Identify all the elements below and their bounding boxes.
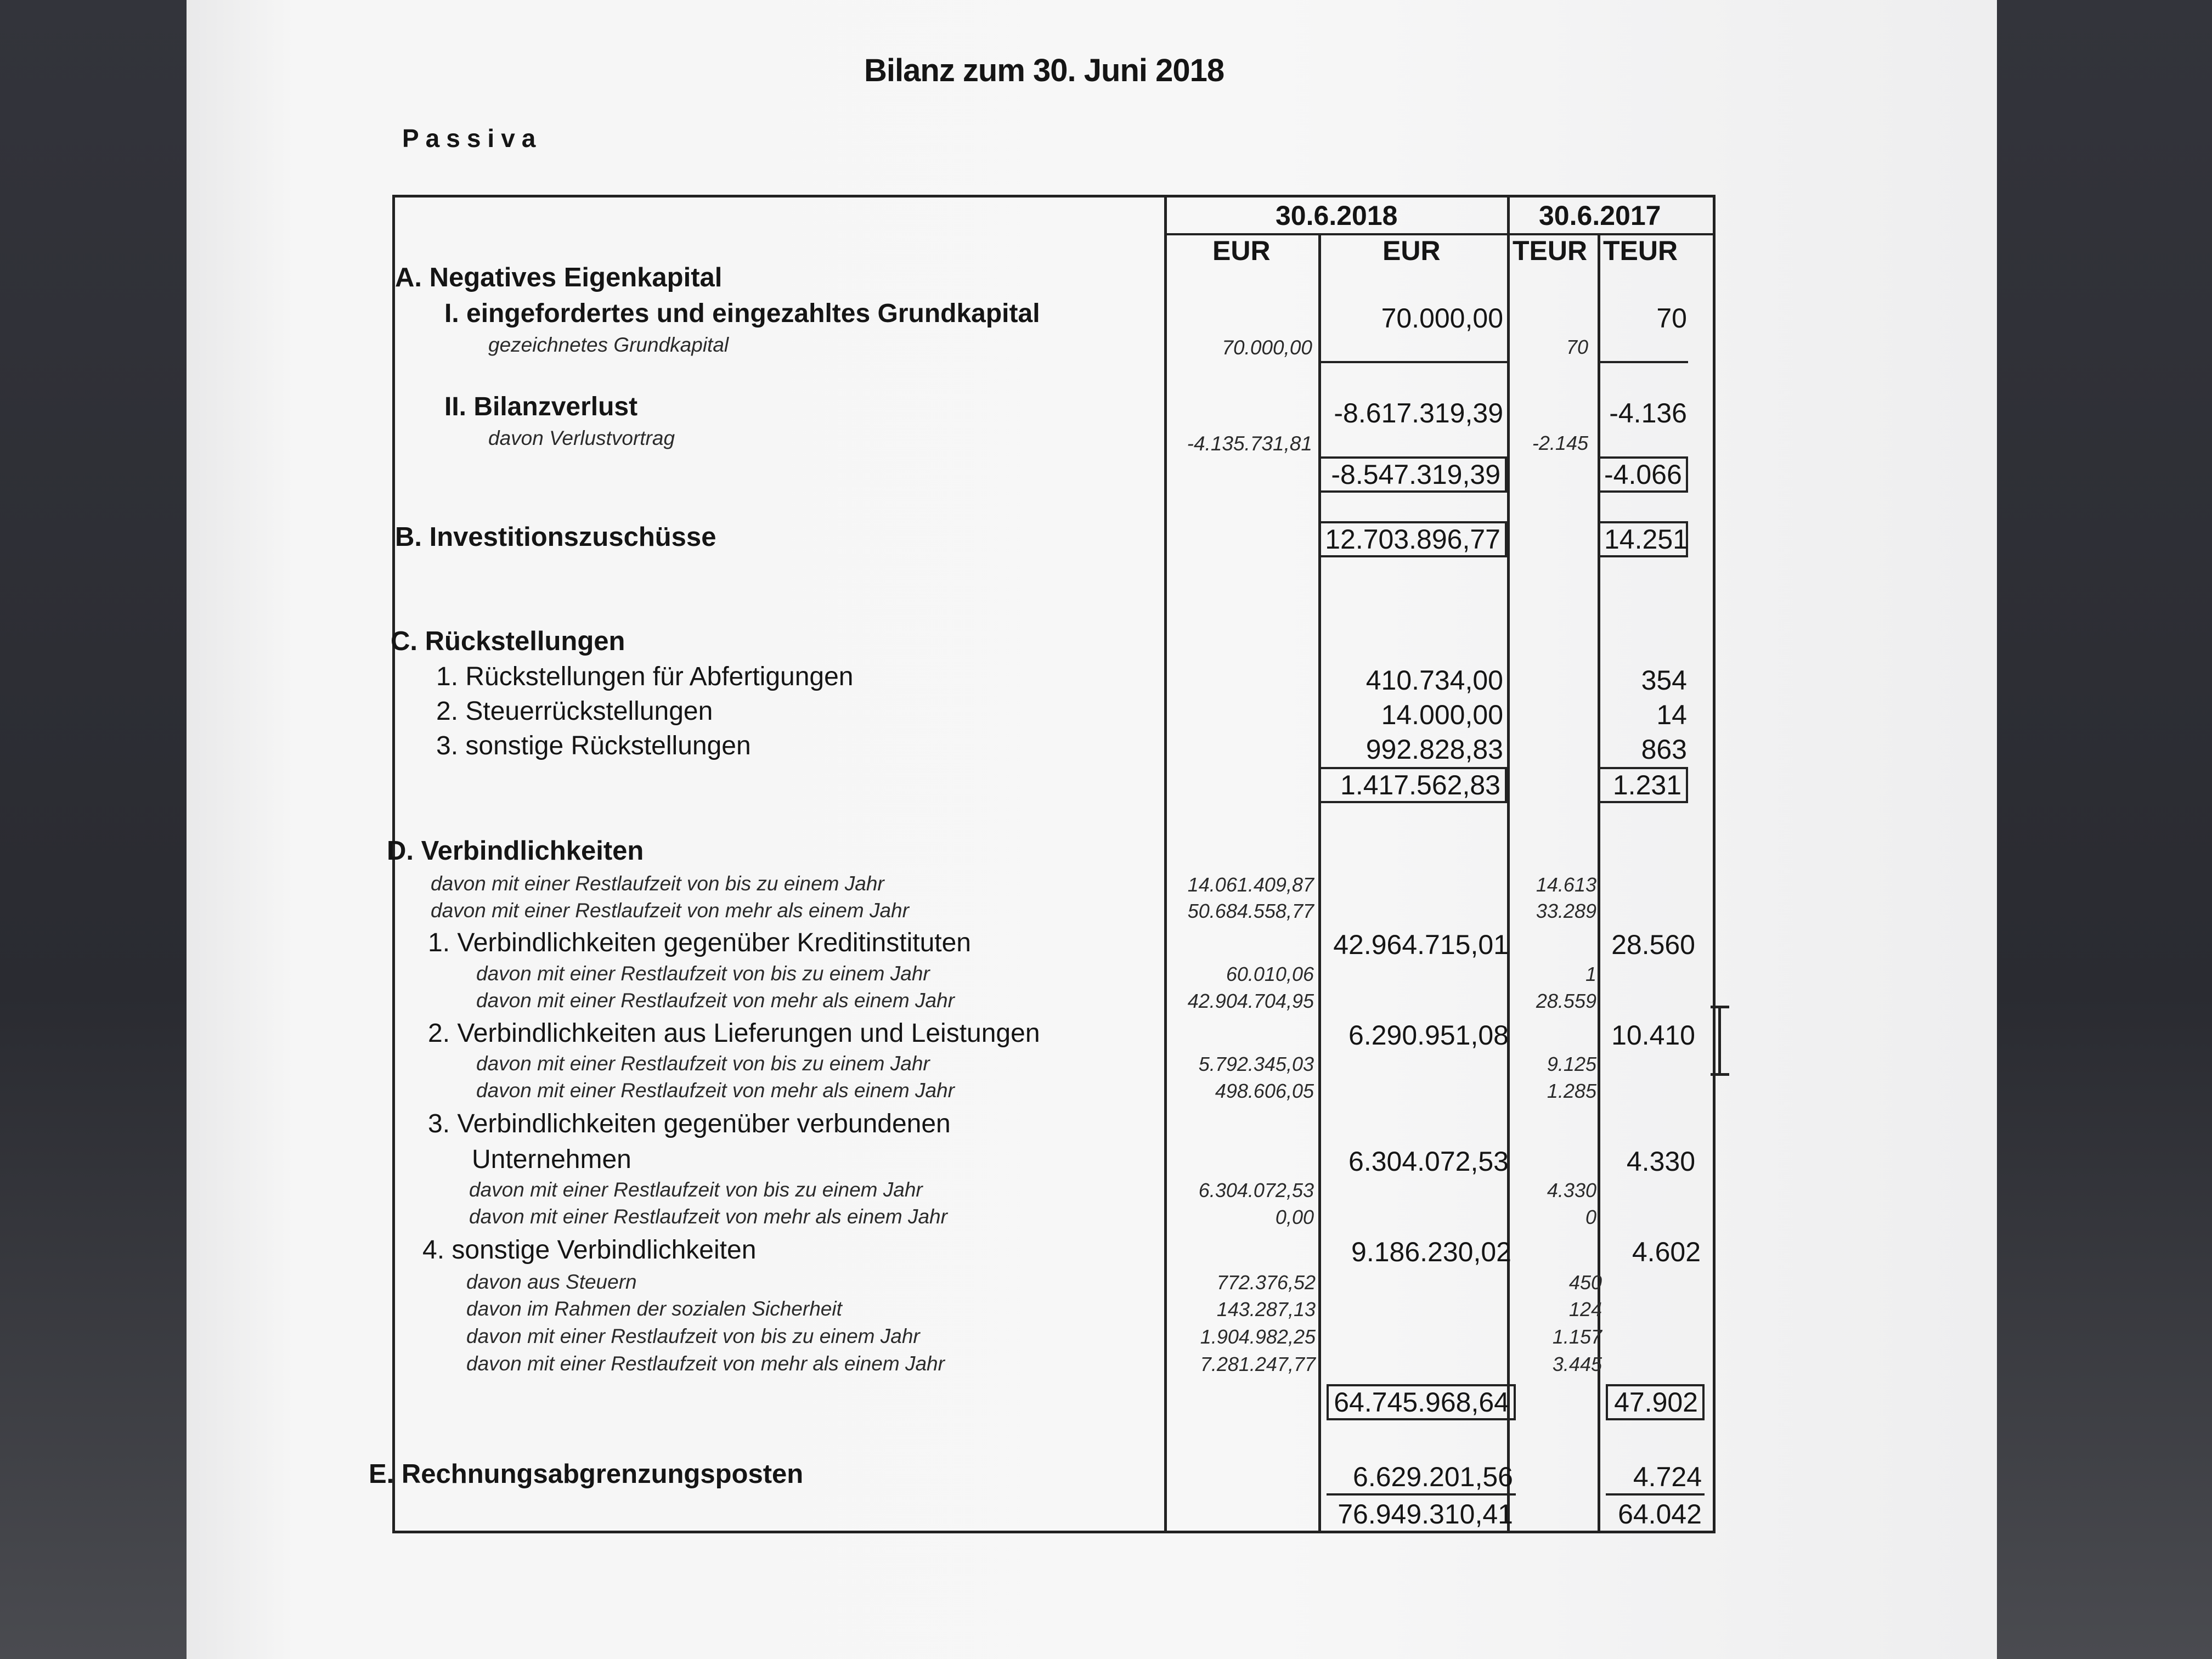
section-d-sub-1-eur: 14.061.409,87	[1187, 873, 1314, 896]
section-d-item-4-sub-2-eur: 143.287,13	[1216, 1298, 1316, 1321]
section-d-item-1-teur: 28.560	[1611, 929, 1695, 960]
col-divider-1	[1164, 198, 1167, 1531]
header-teur-sub: TEUR	[1513, 235, 1588, 266]
section-c-item-1: 1. Rückstellungen für Abfertigungen	[436, 662, 854, 691]
section-e-teur: 4.724	[1633, 1462, 1702, 1492]
section-d-item-3: 3. Verbindlichkeiten gegenüber verbundenen	[428, 1109, 951, 1138]
section-b-teur: 14.251	[1598, 521, 1688, 557]
section-c-total-teur: 1.231	[1598, 767, 1688, 803]
section-d-item-4-sub-4-eur: 7.281.247,77	[1200, 1353, 1316, 1375]
section-d-item-4-sub-2: davon im Rahmen der sozialen Sicherheit	[466, 1297, 842, 1320]
text-cursor-icon	[1707, 1006, 1731, 1076]
section-d-item-4-sub-4-teur: 3.445	[1552, 1353, 1602, 1375]
section-d-item-2-eur: 6.290.951,08	[1348, 1020, 1509, 1051]
section-d-item-4-sub-3-eur: 1.904.982,25	[1200, 1325, 1316, 1348]
section-d-item-3-eur: 6.304.072,53	[1348, 1146, 1509, 1177]
section-d-item-4-teur: 4.602	[1632, 1237, 1701, 1267]
section-d-item-4-sub-1-eur: 772.376,52	[1216, 1271, 1316, 1294]
section-d-sub-1-teur: 14.613	[1536, 873, 1596, 896]
section-c-total-eur: 1.417.562,83	[1318, 767, 1507, 803]
section-d-total-eur: 64.745.968,64	[1327, 1384, 1516, 1420]
grand-total-top-line-eur	[1327, 1493, 1516, 1496]
side-label: Passiva	[402, 124, 543, 153]
section-d-item-1-eur: 42.964.715,01	[1333, 929, 1509, 960]
section-c-item-1-eur: 410.734,00	[1365, 665, 1503, 696]
header-eur-sub: EUR	[1212, 235, 1271, 266]
section-c-item-2-eur: 14.000,00	[1381, 699, 1503, 730]
section-a-total-teur: -4.066	[1598, 456, 1688, 493]
section-d-item-3-sub-1: davon mit einer Restlaufzeit von bis zu einem Jahr	[469, 1178, 923, 1201]
section-a-ii-teur: -4.136	[1609, 398, 1687, 428]
section-c-label: C. Rückstellungen	[391, 627, 625, 656]
section-d-item-4: 4. sonstige Verbindlichkeiten	[422, 1235, 757, 1265]
section-e-eur: 6.629.201,56	[1353, 1462, 1513, 1492]
section-d-label: D. Verbindlichkeiten	[387, 836, 644, 866]
section-a-i-label: I. eingefordertes und eingezahltes Grundkapital	[444, 299, 1040, 328]
a-ii-top-line-eur	[1318, 361, 1507, 363]
section-d-item-2-sub-2-eur: 498.606,05	[1215, 1080, 1314, 1102]
section-a-ii-sub-teur: -2.145	[1532, 432, 1588, 454]
section-d-sub-2-eur: 50.684.558,77	[1187, 900, 1314, 922]
section-c-item-2: 2. Steuerrückstellungen	[436, 697, 713, 726]
section-d-item-2-sub-2-teur: 1.285	[1547, 1080, 1596, 1102]
section-d-item-3-sub-1-teur: 4.330	[1547, 1179, 1596, 1201]
section-c-item-3-eur: 992.828,83	[1365, 734, 1503, 765]
section-a-i-sub-eur: 70.000,00	[1222, 336, 1312, 359]
section-b-label: B. Investitionszuschüsse	[395, 522, 716, 552]
section-d-item-2-teur: 10.410	[1611, 1020, 1695, 1051]
section-a-label: A. Negatives Eigenkapital	[395, 263, 723, 292]
section-a-i-sub-teur: 70	[1566, 336, 1588, 358]
section-d-item-4-sub-1: davon aus Steuern	[466, 1271, 637, 1293]
section-a-i-teur: 70	[1656, 303, 1687, 334]
section-d-sub-2-teur: 33.289	[1536, 900, 1596, 922]
header-date-current: 30.6.2018	[1276, 200, 1398, 231]
section-d-item-2-sub-1-teur: 9.125	[1547, 1053, 1596, 1075]
section-e-label: E. Rechnungsabgrenzungsposten	[369, 1459, 804, 1489]
a-ii-top-line-teur	[1598, 361, 1688, 363]
section-a-i-eur: 70.000,00	[1381, 303, 1503, 334]
section-d-item-1-sub-2-eur: 42.904.704,95	[1187, 990, 1314, 1012]
section-d-item-4-sub-4: davon mit einer Restlaufzeit von mehr als einem Jahr	[466, 1352, 945, 1375]
section-a-total-eur: -8.547.319,39	[1318, 456, 1507, 493]
section-d-item-3-sub-2-eur: 0,00	[1275, 1206, 1314, 1228]
section-d-item-1-sub-2: davon mit einer Restlaufzeit von mehr als einem Jahr	[476, 989, 955, 1012]
section-d-item-4-sub-3: davon mit einer Restlaufzeit von bis zu einem Jahr	[466, 1325, 920, 1347]
section-d-sub-1: davon mit einer Restlaufzeit von bis zu einem Jahr	[431, 872, 884, 895]
section-c-item-3: 3. sonstige Rückstellungen	[436, 731, 751, 760]
document-title: Bilanz zum 30. Juni 2018	[864, 53, 1224, 88]
section-b-eur: 12.703.896,77	[1318, 521, 1507, 557]
section-c-item-1-teur: 354	[1641, 665, 1687, 696]
section-d-item-2-sub-1: davon mit einer Restlaufzeit von bis zu einem Jahr	[476, 1052, 930, 1075]
grand-total-eur: 76.949.310,41	[1338, 1499, 1513, 1530]
section-d-item-1-sub-1-teur: 1	[1585, 963, 1596, 985]
section-d-item-1-sub-1: davon mit einer Restlaufzeit von bis zu einem Jahr	[476, 962, 930, 985]
section-d-item-2-sub-2: davon mit einer Restlaufzeit von mehr als einem Jahr	[476, 1079, 955, 1102]
section-d-item-3-sub-2-teur: 0	[1585, 1206, 1596, 1228]
section-d-item-4-sub-3-teur: 1.157	[1552, 1325, 1602, 1348]
col-divider-2	[1318, 233, 1321, 1531]
header-eur-main: EUR	[1383, 235, 1441, 266]
grand-total-top-line-teur	[1606, 1493, 1705, 1496]
col-divider-3	[1507, 198, 1510, 1531]
section-d-item-1-sub-1-eur: 60.010,06	[1226, 963, 1314, 985]
section-d-item-4-eur: 9.186.230,02	[1351, 1237, 1511, 1267]
header-teur-main: TEUR	[1603, 235, 1678, 266]
section-d-sub-2: davon mit einer Restlaufzeit von mehr als einem Jahr	[431, 899, 909, 922]
section-d-item-3-sub-1-eur: 6.304.072,53	[1198, 1179, 1314, 1201]
section-d-item-3-line-2: Unternehmen	[472, 1145, 631, 1174]
section-d-item-3-teur: 4.330	[1626, 1146, 1695, 1177]
section-d-total-teur: 47.902	[1606, 1384, 1705, 1420]
section-c-item-3-teur: 863	[1641, 734, 1687, 765]
section-a-ii-label: II. Bilanzverlust	[444, 392, 638, 421]
section-d-item-2: 2. Verbindlichkeiten aus Lieferungen und Leistungen	[428, 1019, 1040, 1048]
section-a-ii-sub: davon Verlustvortrag	[488, 427, 675, 449]
header-date-prior: 30.6.2017	[1539, 200, 1661, 231]
section-d-item-1-sub-2-teur: 28.559	[1536, 990, 1596, 1012]
section-a-ii-eur: -8.617.319,39	[1334, 398, 1503, 428]
section-c-item-2-teur: 14	[1656, 699, 1687, 730]
section-a-i-sub: gezeichnetes Grundkapital	[488, 334, 729, 356]
section-d-item-2-sub-1-eur: 5.792.345,03	[1198, 1053, 1314, 1075]
section-d-item-4-sub-1-teur: 450	[1568, 1271, 1602, 1294]
section-d-item-4-sub-2-teur: 124	[1568, 1298, 1602, 1321]
section-a-ii-sub-eur: -4.135.731,81	[1187, 432, 1312, 455]
section-d-item-3-sub-2: davon mit einer Restlaufzeit von mehr als einem Jahr	[469, 1205, 947, 1228]
section-d-item-1: 1. Verbindlichkeiten gegenüber Kreditinstituten	[428, 928, 971, 957]
grand-total-teur: 64.042	[1618, 1499, 1702, 1530]
